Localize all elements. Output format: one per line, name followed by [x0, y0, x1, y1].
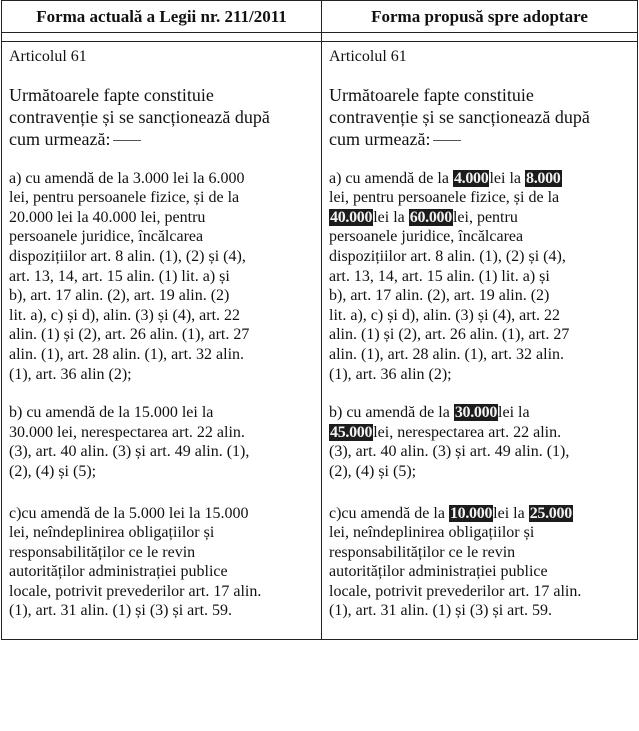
text-line: autorităților administrației publice — [329, 563, 548, 581]
text-line — [329, 169, 627, 189]
text-line: lit. a), c) și d), alin. (3) și (4), art. 22 — [329, 306, 561, 324]
text-line: 20.000 lei la 40.000 lei, pentru — [9, 208, 206, 226]
current-intro — [2, 67, 322, 150]
current-intro-line: cum urmează: — [9, 128, 111, 149]
text-line: alin. (1), art. 28 alin. (1), art. 32 alin. — [329, 345, 565, 363]
text-span: c)cu amendă de la — [329, 504, 449, 522]
text-line: responsabilităților ce le revin — [329, 543, 516, 561]
text-line: art. 13, 14, art. 15 alin. (1) lit. a) și — [329, 267, 550, 285]
table-header-row — [2, 1, 638, 33]
proposed-intro-line: Următoarele fapte constituie — [329, 84, 534, 105]
dash-line — [113, 140, 141, 141]
proposed-paragraph-c — [322, 482, 638, 640]
paragraph-c-row — [2, 482, 638, 640]
paragraph-b-row — [2, 384, 638, 481]
highlighted-amount: 8.000 — [526, 169, 561, 187]
current-paragraph-b — [2, 384, 322, 481]
text-line — [329, 423, 627, 443]
text-line: alin. (1), art. 28 alin. (1), art. 32 alin. — [9, 345, 245, 363]
text-line: autorităților administrației publice — [9, 563, 228, 581]
text-line: dispozițiilor art. 8 alin. (1), (2) și (4), — [9, 247, 246, 265]
dash-line — [433, 140, 461, 141]
text-span: lei la — [498, 404, 530, 422]
text-span: b) cu amendă de la — [329, 404, 454, 422]
text-line: (1), art. 31 alin. (1) și (3) și art. 59. — [329, 602, 553, 620]
proposed-intro-line: contravenție și se sancționează după — [329, 106, 590, 127]
text-line: (1), art. 31 alin. (1) și (3) și art. 59. — [9, 602, 233, 620]
text-line: alin. (1) și (2), art. 26 alin. (1), art. 27 — [9, 326, 250, 344]
text-line: lit. a), c) și d), alin. (3) și (4), art. 22 — [9, 306, 241, 324]
proposed-article-title: Articolul 61 — [329, 48, 407, 65]
proposed-paragraph-a — [322, 150, 638, 385]
text-line: b), art. 17 alin. (2), art. 19 alin. (2) — [329, 287, 550, 305]
text-line: responsabilităților ce le revin — [9, 543, 196, 561]
highlighted-amount: 40.000 — [330, 208, 373, 226]
text-span: lei la — [489, 169, 525, 187]
text-line — [329, 403, 627, 423]
comparison-table — [1, 0, 638, 640]
highlighted-amount: 30.000 — [454, 404, 498, 422]
text-line: locale, potrivit prevederilor art. 17 alin. — [9, 582, 262, 600]
text-line: (3), art. 40 alin. (3) și art. 49 alin. (1), — [329, 443, 570, 461]
proposed-intro-line: cum urmează: — [329, 128, 431, 149]
current-paragraph-a — [2, 150, 322, 385]
highlighted-amount: 10.000 — [449, 504, 493, 522]
text-line: locale, potrivit prevederilor art. 17 alin. — [329, 582, 582, 600]
text-line: (2), (4) și (5); — [9, 462, 97, 480]
highlighted-amount: 45.000 — [330, 423, 373, 441]
text-line: persoanele juridice, încălcarea — [329, 228, 524, 246]
text-line: art. 13, 14, art. 15 alin. (1) lit. a) și — [9, 267, 230, 285]
text-line: (2), (4) și (5); — [329, 462, 417, 480]
text-line: lei, pentru persoanele fizice, și de la — [329, 189, 560, 207]
text-line: dispozițiilor art. 8 alin. (1), (2) și (4), — [329, 247, 566, 265]
highlighted-amount: 60.000 — [409, 208, 452, 226]
current-intro-line: contravenție și se sancționează după — [9, 106, 270, 127]
proposed-paragraph-b — [322, 384, 638, 481]
proposed-intro — [322, 67, 638, 150]
text-line — [329, 504, 627, 524]
text-line — [329, 208, 627, 228]
text-span: a) cu amendă de la — [329, 169, 453, 187]
text-span: lei la — [493, 504, 529, 522]
text-line: lei, neîndeplinirea obligațiilor și — [329, 524, 535, 542]
highlighted-amount: 25.000 — [529, 504, 572, 522]
text-span: lei, nerespectarea art. 22 alin. — [373, 423, 562, 441]
text-line: c)cu amendă de la 5.000 lei la 15.000 — [9, 504, 249, 522]
text-line: a) cu amendă de la 3.000 lei la 6.000 — [9, 169, 245, 187]
highlighted-amount: 4.000 — [453, 169, 489, 187]
text-line: lei, neîndeplinirea obligațiilor și — [9, 524, 215, 542]
text-span: lei, pentru — [452, 208, 518, 226]
article-row — [2, 42, 638, 67]
text-line: b), art. 17 alin. (2), art. 19 alin. (2) — [9, 287, 230, 305]
text-line: (1), art. 36 alin (2); — [9, 365, 132, 383]
text-line: b) cu amendă de la 15.000 lei la — [9, 404, 214, 422]
current-intro-line: Următoarele fapte constituie — [9, 84, 214, 105]
current-paragraph-c — [2, 482, 322, 640]
text-line: 30.000 lei, nerespectarea art. 22 alin. — [9, 423, 245, 441]
text-line: (3), art. 40 alin. (3) și art. 49 alin. (1), — [9, 443, 250, 461]
header-gap-row — [2, 33, 638, 42]
text-line: lei, pentru persoanele fizice, și de la — [9, 189, 240, 207]
text-span: lei la — [373, 208, 409, 226]
text-line: persoanele juridice, încălcarea — [9, 228, 204, 246]
current-article-title: Articolul 61 — [9, 48, 87, 65]
header-current-form: Forma actuală a Legii nr. 211/2011 — [2, 1, 322, 33]
text-line: alin. (1) și (2), art. 26 alin. (1), art. 27 — [329, 326, 570, 344]
header-proposed-form: Forma propusă spre adoptare — [322, 1, 638, 33]
intro-row — [2, 67, 638, 150]
paragraph-a-row — [2, 150, 638, 385]
text-line: (1), art. 36 alin (2); — [329, 365, 452, 383]
